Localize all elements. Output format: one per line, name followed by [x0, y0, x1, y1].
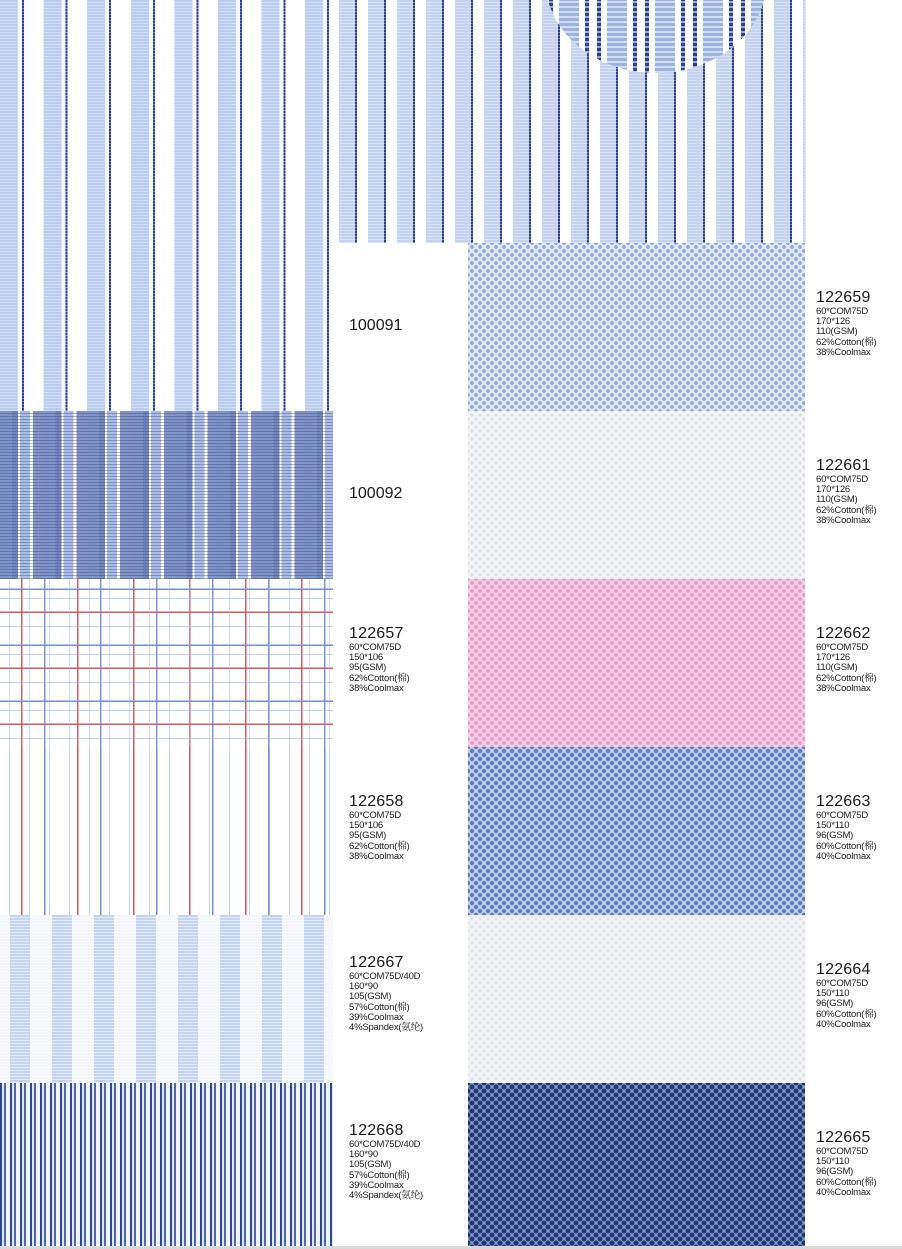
sample-label-100091 — [349, 318, 402, 334]
sample-label-122667 — [349, 955, 423, 1033]
spec-density: 150*106 — [349, 820, 383, 832]
spec-composition-2: 38%Coolmax — [349, 682, 404, 694]
spec-yarn: 60*COM75D — [349, 810, 402, 821]
spec-density: 170*126 — [816, 652, 850, 664]
spec-density: 150*110 — [816, 1156, 850, 1168]
spec-composition-2: 40%Coolmax — [816, 1018, 871, 1030]
spec-composition-2: 39%Coolmax — [349, 1011, 404, 1023]
spec-weight: 96(GSM) — [816, 1166, 854, 1178]
spec-weight: 96(GSM) — [816, 830, 854, 842]
sample-code: 122668 — [349, 1122, 404, 1139]
sample-code: 122657 — [349, 625, 404, 642]
spec-composition-2: 38%Coolmax — [816, 514, 871, 526]
spec-density: 150*106 — [349, 652, 383, 664]
sample-code: 122659 — [816, 289, 871, 306]
spec-composition-3: 4%Spandex(氨纶) — [349, 1022, 423, 1034]
spec-composition-2: 39%Coolmax — [349, 1179, 404, 1191]
spec-yarn: 60*COM75D — [816, 642, 869, 653]
spec-density: 150*110 — [816, 820, 850, 832]
spec-weight: 95(GSM) — [349, 830, 387, 842]
sample-code: 122665 — [816, 1129, 871, 1146]
spec-composition-1: 62%Cotton(棉) — [349, 672, 410, 684]
spec-yarn: 60*COM75D/40D — [349, 971, 421, 982]
sample-code: 122663 — [816, 793, 871, 810]
spec-yarn: 60*COM75D — [816, 810, 869, 821]
fabric-swatch-100092 — [0, 411, 333, 579]
spec-density: 160*90 — [349, 981, 378, 993]
fabric-swatch-122662 — [468, 579, 805, 747]
fabric-swatch-122657 — [0, 579, 333, 747]
spec-composition-1: 57%Cotton(棉) — [349, 1169, 410, 1181]
spec-composition-2: 40%Coolmax — [816, 1186, 871, 1198]
sample-label-122668 — [349, 1123, 423, 1201]
sample-code: 122662 — [816, 625, 871, 642]
fabric-swatch-122659 — [468, 243, 805, 411]
spec-composition-1: 60%Cotton(棉) — [816, 1176, 877, 1188]
fabric-swatch-122664 — [468, 915, 805, 1083]
fabric-swatch-122665 — [468, 1083, 805, 1246]
spec-yarn: 60*COM75D — [816, 474, 869, 485]
spec-yarn: 60*COM75D — [349, 642, 402, 653]
sample-label-122661 — [816, 458, 876, 526]
spec-yarn: 60*COM75D/40D — [349, 1139, 421, 1150]
spec-composition-1: 62%Cotton(棉) — [816, 504, 877, 516]
sample-code: 122667 — [349, 954, 404, 971]
spec-composition-2: 40%Coolmax — [816, 850, 871, 862]
sample-label-122659 — [816, 290, 876, 358]
sample-label-122658 — [349, 794, 409, 862]
spec-yarn: 60*COM75D — [816, 1146, 869, 1157]
spec-composition-1: 60%Cotton(棉) — [816, 840, 877, 852]
spec-composition-3: 4%Spandex(氨纶) — [349, 1190, 423, 1202]
fabric-magnified-detail — [545, 0, 767, 73]
spec-weight: 105(GSM) — [349, 1159, 392, 1171]
spec-density: 150*110 — [816, 988, 850, 1000]
sample-code: 122658 — [349, 793, 404, 810]
spec-composition-1: 62%Cotton(棉) — [349, 840, 410, 852]
spec-composition-2: 38%Coolmax — [816, 346, 871, 358]
spec-composition-1: 62%Cotton(棉) — [816, 336, 877, 348]
spec-density: 160*90 — [349, 1149, 378, 1161]
fabric-swatch-122668 — [0, 1083, 333, 1246]
spec-composition-2: 38%Coolmax — [816, 682, 871, 694]
spec-weight: 95(GSM) — [349, 662, 387, 674]
spec-weight: 110(GSM) — [816, 326, 858, 338]
panel-edge — [805, 0, 806, 243]
spec-density: 170*126 — [816, 316, 850, 328]
sample-code: 122664 — [816, 961, 871, 978]
fabric-swatch-122661 — [468, 411, 805, 579]
sample-label-100092 — [349, 486, 402, 502]
sample-label-122657 — [349, 626, 409, 694]
spec-weight: 105(GSM) — [349, 991, 392, 1003]
sample-label-122663 — [816, 794, 876, 862]
fabric-swatch-122667 — [0, 915, 333, 1083]
spec-composition-1: 57%Cotton(棉) — [349, 1001, 410, 1013]
sample-label-122662 — [816, 626, 876, 694]
fabric-swatch-100091 — [0, 0, 333, 411]
sample-code: 100092 — [349, 485, 403, 502]
spec-composition-2: 38%Coolmax — [349, 850, 404, 862]
spec-weight: 110(GSM) — [816, 494, 858, 506]
spec-composition-1: 62%Cotton(棉) — [816, 672, 877, 684]
sample-code: 100091 — [349, 317, 403, 334]
spec-composition-1: 60%Cotton(棉) — [816, 1008, 877, 1020]
spec-yarn: 60*COM75D — [816, 306, 869, 317]
spec-weight: 110(GSM) — [816, 662, 858, 674]
sample-label-122665 — [816, 1130, 876, 1198]
sample-code: 122661 — [816, 457, 871, 474]
fabric-swatch-122658 — [0, 747, 333, 915]
fabric-swatch-122663 — [468, 747, 805, 915]
spec-weight: 96(GSM) — [816, 998, 854, 1010]
spec-yarn: 60*COM75D — [816, 978, 869, 989]
sample-label-122664 — [816, 962, 876, 1030]
spec-density: 170*126 — [816, 484, 850, 496]
